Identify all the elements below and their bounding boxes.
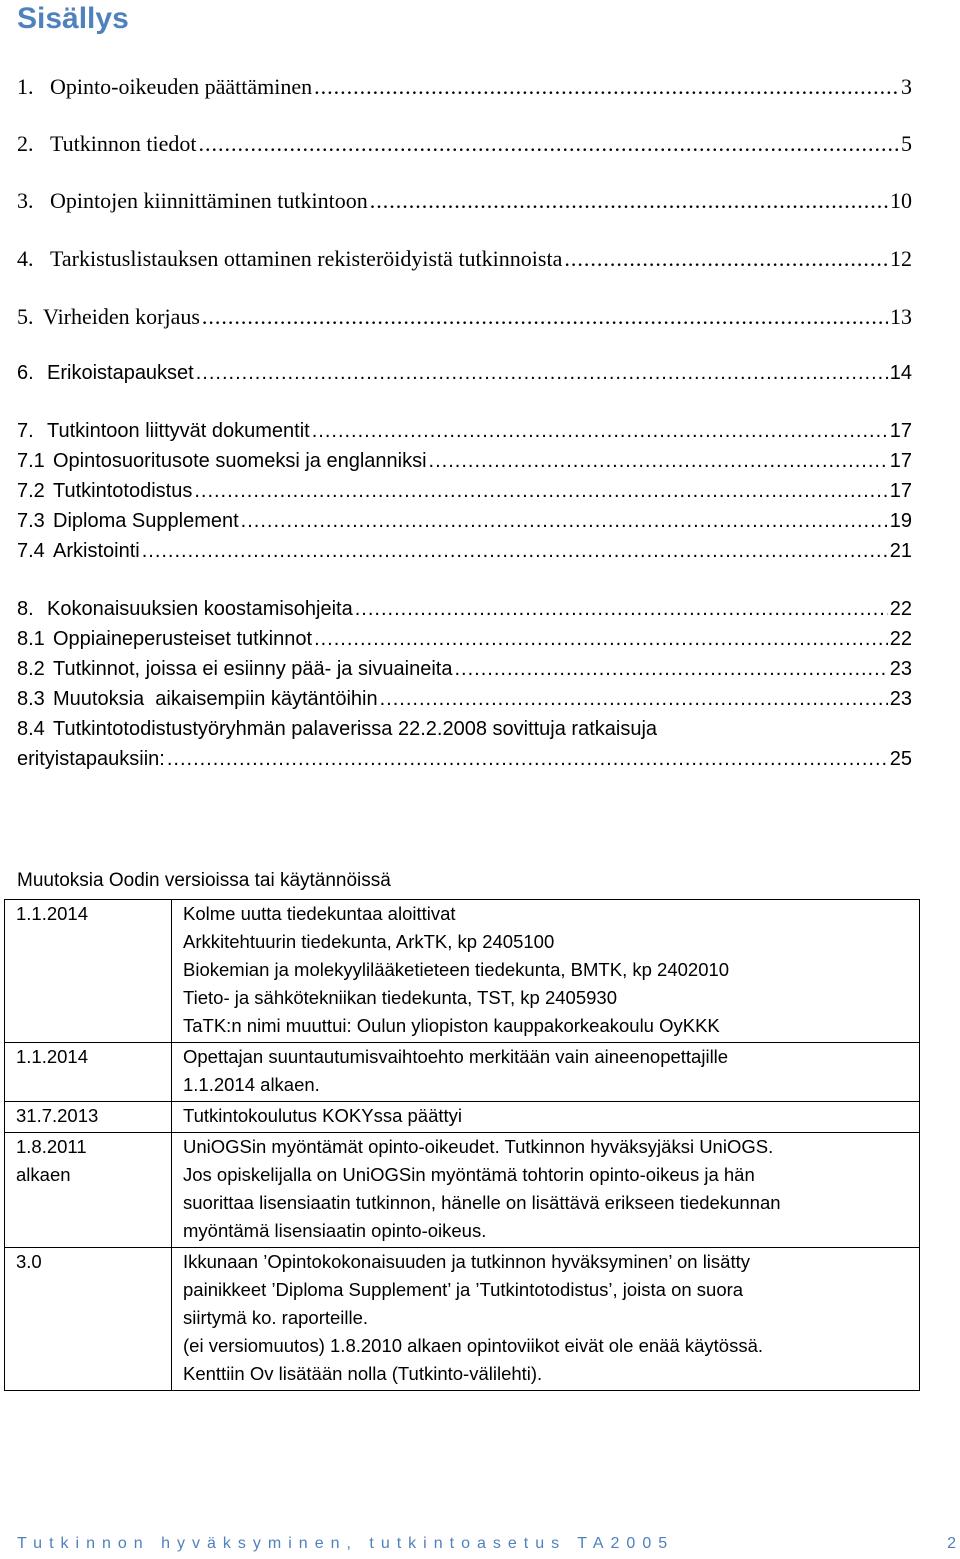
toc-item-page: 13	[890, 304, 912, 329]
toc-item[interactable]	[17, 246, 912, 272]
toc-item-number: 1.	[17, 74, 34, 99]
toc-item-label: Oppiaineperusteiset tutkinnot	[53, 628, 313, 650]
description-cell	[172, 1043, 920, 1102]
toc-leader	[454, 658, 887, 681]
toc-item-label: Tutkintotodistus	[53, 480, 193, 502]
toc-item-label: Tutkinnon tiedot	[50, 131, 197, 156]
toc-leader	[564, 246, 888, 272]
table-row	[5, 1248, 920, 1391]
toc-item-page: 5	[901, 131, 912, 156]
toc-item-page: 22	[889, 598, 912, 620]
toc-item[interactable]	[17, 420, 912, 443]
toc-leader	[194, 480, 887, 503]
description-cell	[172, 900, 920, 1043]
description-line: Kolme uutta tiedekuntaa aloittivat	[183, 903, 456, 924]
toc-item[interactable]	[17, 718, 917, 741]
toc-leader	[167, 748, 888, 771]
page-title: Sisällys	[17, 2, 129, 35]
toc-leader	[314, 628, 888, 651]
toc-item-number: 7.1	[17, 450, 45, 472]
toc-item-page: 25	[889, 748, 912, 770]
toc-item-number: 8.1	[17, 628, 45, 650]
table-row	[5, 900, 920, 1043]
toc-item-continuation[interactable]	[17, 748, 912, 771]
toc-item-page: 12	[890, 246, 912, 271]
toc-item-number: 8.4	[17, 718, 45, 740]
toc-item[interactable]	[17, 74, 912, 100]
toc-item-page: 10	[890, 188, 912, 213]
toc-item-number: 7.	[17, 420, 34, 442]
toc-item-label: Arkistointi	[53, 540, 140, 562]
date-cell	[5, 1043, 172, 1102]
toc-item-page: 17	[889, 480, 912, 502]
toc-item-label: Tarkistuslistauksen ottaminen rekisteröidyistä tutkinnoista	[50, 246, 563, 271]
toc-item[interactable]	[17, 598, 912, 621]
description-line: UniOGSin myöntämät opinto-oikeudet. Tutkinnon hyväksyjäksi UniOGS.	[183, 1136, 774, 1157]
toc-item-label: Opintosuoritusote suomeksi ja englanniksi	[53, 450, 427, 472]
toc-item[interactable]	[17, 510, 912, 533]
toc-item-number: 3.	[17, 188, 34, 213]
description-line: Jos opiskelijalla on UniOGSin myöntämä tohtorin opinto-oikeus ja hän	[183, 1164, 755, 1185]
date-text: 1.1.2014	[16, 1046, 89, 1067]
description-line: myöntämä lisensiaatin opinto-oikeus.	[183, 1220, 487, 1241]
toc-leader	[196, 362, 888, 385]
table-row	[5, 1102, 920, 1133]
description-line: suorittaa lisensiaatin tutkinnon, hänelle on lisättävä erikseen tiedekunnan	[183, 1192, 781, 1213]
toc-leader	[314, 74, 899, 100]
toc-item[interactable]	[17, 480, 912, 503]
toc-item-label: Virheiden korjaus	[43, 304, 200, 329]
date-cell	[5, 1133, 172, 1248]
date-cell	[5, 1248, 172, 1391]
description-cell	[172, 1133, 920, 1248]
toc-item[interactable]	[17, 362, 912, 385]
date-text: 31.7.2013	[16, 1105, 99, 1126]
description-cell	[172, 1248, 920, 1391]
toc-item-page: 17	[889, 420, 912, 442]
toc-leader	[142, 540, 888, 563]
date-text: 1.1.2014	[16, 903, 89, 924]
date-text: alkaen	[16, 1164, 71, 1185]
toc-item-number: 7.3	[17, 510, 45, 532]
toc-item-label: erityistapauksiin:	[17, 748, 165, 770]
toc-item-page: 23	[889, 688, 912, 710]
toc-item-label: Kokonaisuuksien koostamisohjeita	[47, 598, 353, 620]
description-line: TaTK:n nimi muuttui: Oulun yliopiston kauppakorkeakoulu OyKKK	[183, 1015, 720, 1036]
description-line: siirtymä ko. raporteille.	[183, 1307, 369, 1328]
description-line: Ikkunaan ’Opintokokonaisuuden ja tutkinnon hyväksyminen’ on lisätty	[183, 1251, 750, 1272]
toc-leader	[355, 598, 888, 621]
description-line: Opettajan suuntautumisvaihtoehto merkitään vain aineenopettajille	[183, 1046, 729, 1067]
toc-item[interactable]	[17, 304, 912, 330]
toc-leader	[199, 131, 900, 157]
toc-item-label: Tutkintoon liittyvät dokumentit	[47, 420, 310, 442]
toc-item-number: 8.2	[17, 658, 45, 680]
changes-title: Muutoksia Oodin versioissa tai käytännöissä	[17, 870, 391, 891]
description-cell	[172, 1102, 920, 1133]
toc-item-page: 23	[889, 658, 912, 680]
toc-item-page: 3	[901, 74, 912, 99]
footer-page-number: 2	[947, 1535, 956, 1552]
description-line: painikkeet ’Diploma Supplement’ ja ’Tutkintotodistus’, joista on suora	[183, 1279, 744, 1300]
toc-leader	[202, 304, 888, 330]
date-cell	[5, 900, 172, 1043]
toc-item-label: Opintojen kiinnittäminen tutkintoon	[50, 188, 368, 213]
toc-item[interactable]	[17, 688, 912, 711]
toc-leader	[380, 688, 888, 711]
table-row	[5, 1133, 920, 1248]
toc-item[interactable]	[17, 628, 912, 651]
description-line: (ei versiomuutos) 1.8.2010 alkaen opintoviikot eivät ole enää käytössä.	[183, 1335, 764, 1356]
description-line: Tutkintokoulutus KOKYssa päättyi	[183, 1105, 463, 1126]
toc-item-page: 14	[889, 362, 912, 384]
changes-table	[4, 899, 920, 1391]
toc-item-number: 7.2	[17, 480, 45, 502]
toc-leader	[241, 510, 888, 533]
description-line: Kenttiin Ov lisätään nolla (Tutkinto-välilehti).	[183, 1363, 543, 1384]
toc-item-label: Erikoistapaukset	[47, 362, 194, 384]
toc-leader	[429, 450, 888, 473]
toc-item-page: 22	[889, 628, 912, 650]
toc-leader	[312, 420, 888, 443]
date-text: 1.8.2011	[16, 1136, 87, 1157]
toc-item-number: 8.3	[17, 688, 45, 710]
description-line: Biokemian ja molekyylilääketieteen tiedekunta, BMTK, kp 2402010	[183, 959, 730, 980]
toc-item-number: 2.	[17, 131, 34, 156]
toc-item-number: 4.	[17, 246, 34, 271]
toc-item[interactable]	[17, 131, 912, 157]
toc-item-label: Muutoksia aikaisempiin käytäntöihin	[53, 688, 378, 710]
description-line: Tieto- ja sähkötekniikan tiedekunta, TST, kp 2405930	[183, 987, 617, 1008]
toc-item-page: 19	[889, 510, 912, 532]
toc-leader	[370, 188, 888, 214]
toc-item-page: 17	[889, 450, 912, 472]
toc-item-page: 21	[889, 540, 912, 562]
footer-text: Tutkinnon hyväksyminen, tutkintoasetus TA2005	[17, 1535, 675, 1552]
description-line: 1.1.2014 alkaen.	[183, 1074, 320, 1095]
toc-item[interactable]	[17, 540, 912, 563]
toc-item-number: 6.	[17, 362, 34, 384]
toc-item-label: Opinto-oikeuden päättäminen	[50, 74, 313, 99]
toc-item-label: Diploma Supplement	[53, 510, 239, 532]
toc-item[interactable]	[17, 450, 912, 473]
toc-item-number: 5.	[17, 304, 34, 329]
table-row	[5, 1043, 920, 1102]
toc-item-number: 7.4	[17, 540, 45, 562]
date-text: 3.0	[16, 1251, 42, 1272]
toc-item-number: 8.	[17, 598, 34, 620]
toc-item[interactable]	[17, 188, 912, 214]
toc-item-label: Tutkinnot, joissa ei esiinny pää- ja sivuaineita	[53, 658, 453, 680]
date-cell	[5, 1102, 172, 1133]
toc-item[interactable]	[17, 658, 912, 681]
toc-item-label: Tutkintotodistustyöryhmän palaverissa 22.2.2008 sovittuja ratkaisuja	[53, 718, 658, 740]
description-line: Arkkitehtuurin tiedekunta, ArkTK, kp 2405100	[183, 931, 555, 952]
